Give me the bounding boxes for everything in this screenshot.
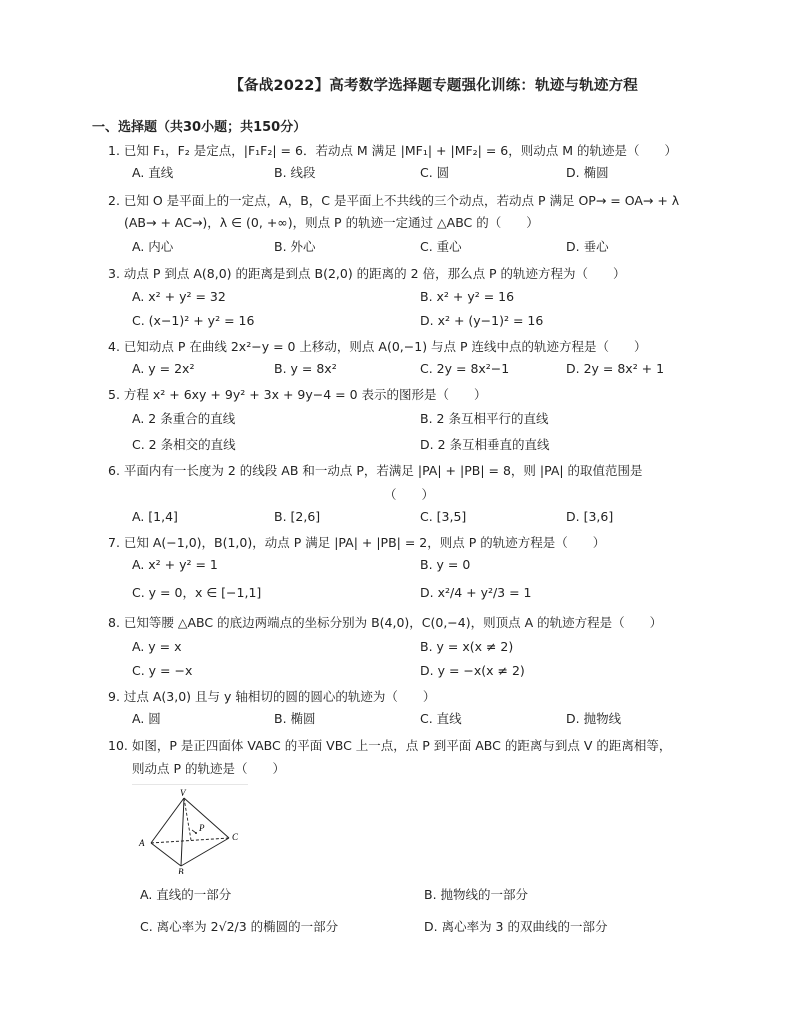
q7-option-b: B. y = 0 — [420, 557, 471, 572]
question-2-cont: (AB→ + AC→)，λ ∈ (0, +∞)，则点 P 的轨迹一定通过 △ABC 的（ ） — [124, 215, 539, 230]
q4-option-a: A. y = 2x² — [132, 361, 195, 376]
label-a: A — [139, 838, 145, 848]
q10-option-d: D. 离心率为 3 的双曲线的一部分 — [424, 919, 608, 934]
question-4: 4. 已知动点 P 在曲线 2x²−y = 0 上移动，则点 A(0,−1) 与点 P 连线中点的轨迹方程是（ ） — [108, 339, 647, 354]
q8-option-d: D. y = −x(x ≠ 2) — [420, 663, 525, 678]
q7-option-c: C. y = 0，x ∈ [−1,1] — [132, 585, 262, 600]
question-10: 10. 如图，P 是正四面体 VABC 的平面 VBC 上一点，点 P 到平面 ABC 的距离与到点 V 的距离相等， — [108, 738, 672, 753]
question-6: 6. 平面内有一长度为 2 的线段 AB 和一动点 P，若满足 |PA| + |PB| = 8，则 |PA| 的取值范围是 — [108, 463, 643, 478]
q4-option-c: C. 2y = 8x²−1 — [420, 361, 510, 376]
tetrahedron-figure — [132, 784, 248, 874]
q4-option-b: B. y = 8x² — [274, 361, 337, 376]
q3-option-d: D. x² + (y−1)² = 16 — [420, 313, 544, 328]
q2-option-c: C. 重心 — [420, 239, 462, 254]
q1-option-b: B. 线段 — [274, 165, 316, 180]
q6-option-b: B. [2,6] — [274, 509, 321, 524]
q2-option-d: D. 垂心 — [566, 239, 609, 254]
section-heading: 一、选择题（共30小题；共150分） — [92, 120, 307, 135]
q8-option-c: C. y = −x — [132, 663, 193, 678]
q2-option-b: B. 外心 — [274, 239, 316, 254]
q6-option-d: D. [3,6] — [566, 509, 614, 524]
question-9: 9. 过点 A(3,0) 且与 y 轴相切的圆的圆心的轨迹为（ ） — [108, 689, 436, 704]
q1-option-d: D. 椭圆 — [566, 165, 609, 180]
question-3: 3. 动点 P 到点 A(8,0) 的距离是到点 B(2,0) 的距离的 2 倍，那么点 P 的轨迹方程为（ ） — [108, 266, 626, 281]
q1-option-c: C. 圆 — [420, 165, 450, 180]
q10-option-c: C. 离心率为 2√2/3 的椭圆的一部分 — [140, 919, 339, 934]
q9-option-c: C. 直线 — [420, 711, 462, 726]
q5-option-b: B. 2 条互相平行的直线 — [420, 411, 549, 426]
q6-option-c: C. [3,5] — [420, 509, 467, 524]
document-title: 【备战2022】高考数学选择题专题强化训练：轨迹与轨迹方程 — [229, 78, 638, 94]
label-v: V — [180, 788, 186, 798]
q4-option-d: D. 2y = 8x² + 1 — [566, 361, 665, 376]
question-10-cont: 则动点 P 的轨迹是（ ） — [132, 761, 285, 776]
question-8: 8. 已知等腰 △ABC 的底边两端点的坐标分别为 B(4,0)，C(0,−4)，则顶点 A 的轨迹方程是（ ） — [108, 615, 663, 630]
question-5: 5. 方程 x² + 6xy + 9y² + 3x + 9y−4 = 0 表示的图形是（ ） — [108, 387, 487, 402]
question-7: 7. 已知 A(−1,0)，B(1,0)，动点 P 满足 |PA| + |PB| = 2，则点 P 的轨迹方程是（ ） — [108, 535, 606, 550]
label-b: B — [178, 867, 184, 874]
q5-option-d: D. 2 条互相垂直的直线 — [420, 437, 550, 452]
q3-option-a: A. x² + y² = 32 — [132, 289, 226, 304]
q2-option-a: A. 内心 — [132, 239, 174, 254]
q5-option-c: C. 2 条相交的直线 — [132, 437, 236, 452]
label-c: C — [232, 832, 239, 842]
q3-option-c: C. (x−1)² + y² = 16 — [132, 313, 255, 328]
question-1: 1. 已知 F₁，F₂ 是定点，|F₁F₂| = 6．若动点 M 满足 |MF₁| + |MF₂| = 6，则动点 M 的轨迹是（ ） — [108, 143, 677, 158]
q3-option-b: B. x² + y² = 16 — [420, 289, 515, 304]
question-2: 2. 已知 O 是平面上的一定点，A，B，C 是平面上不共线的三个动点，若动点 P 满足 OP→ = OA→ + λ — [108, 193, 680, 208]
q8-option-b: B. y = x(x ≠ 2) — [420, 639, 514, 654]
q6-option-a: A. [1,4] — [132, 509, 178, 524]
label-p: P — [199, 823, 205, 833]
q8-option-a: A. y = x — [132, 639, 182, 654]
question-6-cont: （ ） — [384, 487, 435, 502]
q1-option-a: A. 直线 — [132, 165, 174, 180]
q9-option-d: D. 抛物线 — [566, 711, 622, 726]
q5-option-a: A. 2 条重合的直线 — [132, 411, 236, 426]
q10-option-a: A. 直线的一部分 — [140, 887, 232, 902]
q7-option-a: A. x² + y² = 1 — [132, 557, 218, 572]
q9-option-a: A. 圆 — [132, 711, 161, 726]
q10-option-b: B. 抛物线的一部分 — [424, 887, 529, 902]
q9-option-b: B. 椭圆 — [274, 711, 316, 726]
q7-option-d: D. x²/4 + y²/3 = 1 — [420, 585, 532, 600]
